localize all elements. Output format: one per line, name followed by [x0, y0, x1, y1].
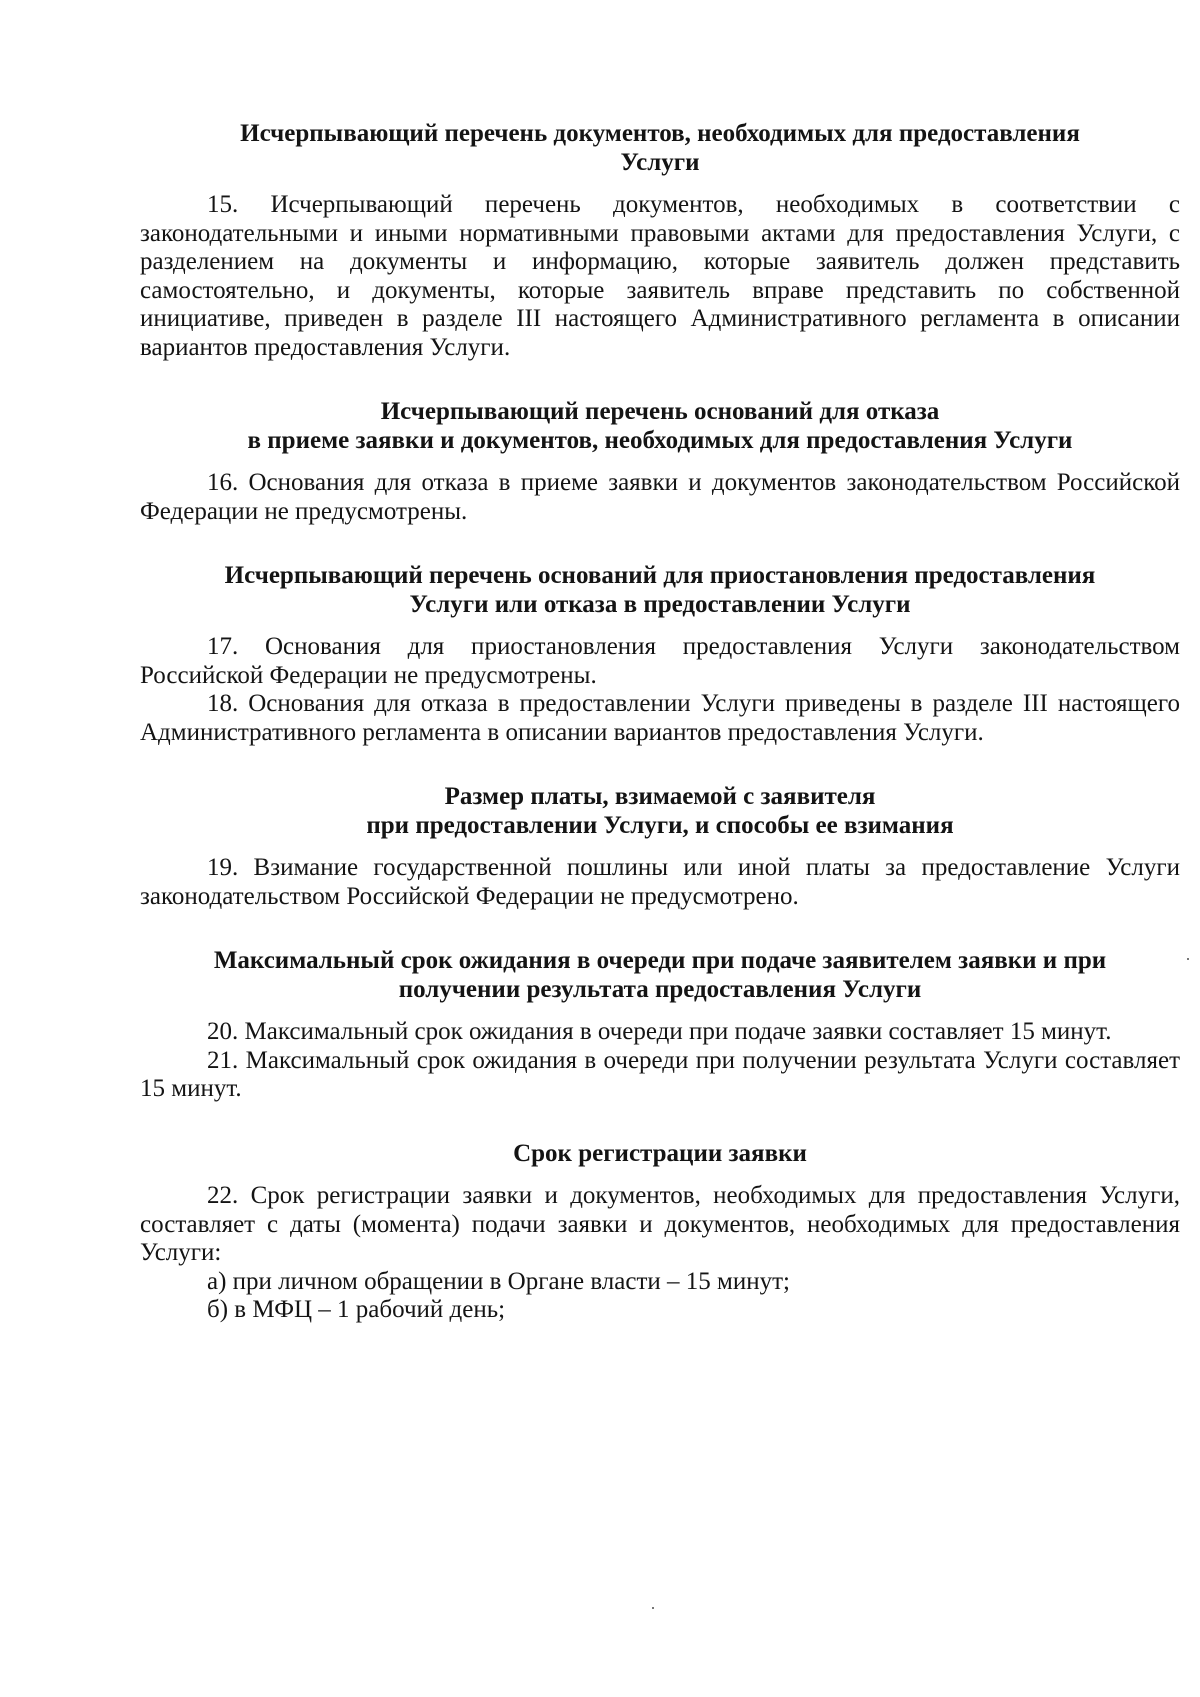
scan-speck — [1187, 958, 1189, 960]
list-item: б) в МФЦ – 1 рабочий день; — [207, 1296, 506, 1323]
heading-line: при предоставлении Услуги, и способы ее взимания — [366, 811, 954, 839]
heading-line: Размер платы, взимаемой с заявителя — [444, 783, 876, 810]
heading-line: в приеме заявки и документов, необходимых для предоставления Услуги — [247, 426, 1073, 454]
list-item: а) при личном обращении в Органе власти – 15 минут; — [207, 1267, 790, 1295]
paragraph-18: 18. Основания для отказа в предоставлении Услуги приведены в разделе III настоящего Административного регламента в описании вариантов предоставления Услуги. — [140, 690, 1180, 746]
section-documents-list — [140, 120, 1180, 362]
paragraph-20: 20. Максимальный срок ожидания в очереди при подаче заявки составляет 15 минут. — [207, 1018, 1112, 1045]
paragraph-21: 21. Максимальный срок ожидания в очереди при получении результата Услуги составляет 15 минут. — [140, 1046, 1180, 1102]
heading-line: Исчерпывающий перечень документов, необходимых для предоставления — [240, 120, 1080, 147]
section-heading — [140, 1140, 1180, 1169]
heading-line: Услуги — [620, 148, 700, 176]
section-registration-time — [140, 1140, 1180, 1325]
section-heading — [140, 947, 1180, 1004]
heading-line: Срок регистрации заявки — [513, 1139, 807, 1167]
paragraph-19: 19. Взимание государственной пошлины или иной платы за предоставление Услуги законодательством Российской Федерации не предусмотрено. — [140, 854, 1180, 910]
section-heading — [140, 783, 1180, 840]
paragraph-17: 17. Основания для приостановления предоставления Услуги законодательством Российской Федерации не предусмотрены. — [140, 633, 1180, 689]
paragraph-16: 16. Основания для отказа в приеме заявки и документов законодательством Российской Федерации не предусмотрены. — [140, 469, 1180, 525]
section-heading — [140, 120, 1180, 177]
heading-line: Исчерпывающий перечень оснований для отказа — [380, 398, 940, 425]
section-refusal-grounds — [140, 398, 1180, 526]
heading-line: Услуги или отказа в предоставлении Услуги — [409, 590, 911, 618]
heading-line: Максимальный срок ожидания в очереди при подаче заявителем заявки и при — [213, 947, 1107, 974]
document-page — [140, 120, 1180, 1325]
section-queue-time — [140, 947, 1180, 1104]
scan-speck — [652, 1607, 654, 1609]
paragraph-15: 15. Исчерпывающий перечень документов, необходимых в соответствии с законодательными и иными нормативными правовыми актами для предоставления Услуги, с разделением на документы и информацию, которые заявитель должен представить самостоятельно, и документы, которые заявитель вправе представить по собственной инициативе, приведен в разделе III настоящего Административного регламента в описании вариантов предоставления Услуги. — [140, 191, 1180, 361]
heading-line: Исчерпывающий перечень оснований для приостановления предоставления — [224, 562, 1096, 589]
section-fee — [140, 783, 1180, 911]
section-heading — [140, 398, 1180, 455]
section-suspension-grounds — [140, 562, 1180, 747]
paragraph-22: 22. Срок регистрации заявки и документов, необходимых для предоставления Услуги, составляет с даты (момента) подачи заявки и документов, необходимых для предоставления Услуги: — [140, 1182, 1180, 1266]
section-heading — [140, 562, 1180, 619]
heading-line: получении результата предоставления Услуги — [398, 975, 922, 1003]
